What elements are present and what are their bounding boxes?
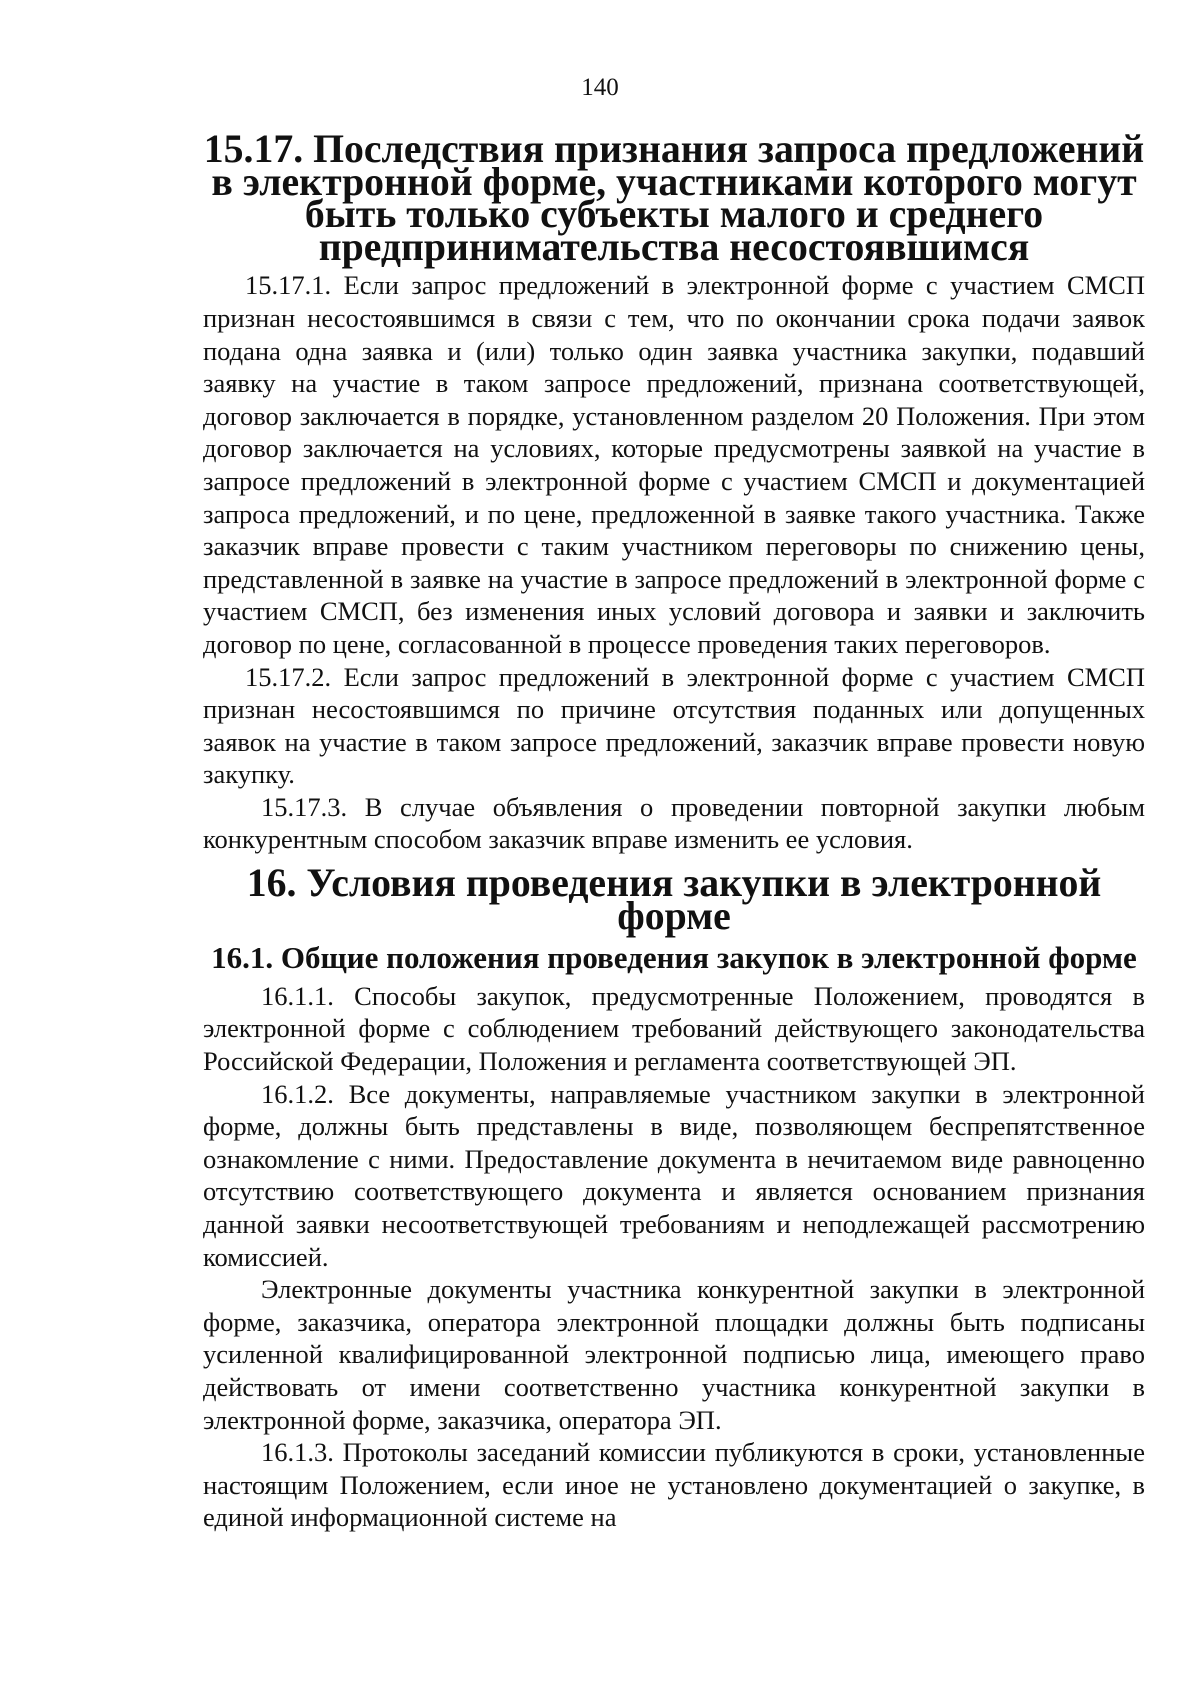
paragraph-15-17-2: 15.17.2. Если запрос предложений в электронной форме с участием СМСП признан несостоявшимся по причине отсутствия поданных или допущенных заявок на участие в таком запросе предложений, заказчик вправе провести новую закупку. — [203, 661, 1145, 790]
paragraph-16-1-2-signatures: Электронные документы участника конкурентной закупки в электронной форме, заказчика, оператора электронной площадки должны быть подписаны усиленной квалифицированной электронной подписью лица, имеющего право действовать от имени соответственно участника конкурентной закупки в электронной форме, заказчика, оператора ЭП. — [203, 1274, 1145, 1435]
section-15-17-heading: 15.17. Последствия признания запроса предложений в электронной форме, участниками которого могут быть только субъекты малого и среднего предпринимательства несостоявшимся — [203, 127, 1145, 269]
document-body — [203, 127, 1145, 1534]
paragraph-15-17-3: 15.17.3. В случае объявления о проведении повторной закупки любым конкурентным способом заказчик вправе изменить ее условия. — [203, 791, 1145, 855]
page-number: 140 — [581, 74, 619, 101]
paragraph-16-1-2: 16.1.2. Все документы, направляемые участником закупки в электронной форме, должны быть представлены в виде, позволяющем беспрепятственное ознакомление с ними. Предоставление документа в нечитаемом виде равноценно отсутствию соответствующего документа и является основанием признания данной заявки несоответствующей требованиям и неподлежащей рассмотрению комиссией. — [203, 1078, 1145, 1272]
section-16-heading: 16. Условия проведения закупки в электронной форме — [246, 861, 1102, 938]
paragraph-15-17-1: 15.17.1. Если запрос предложений в электронной форме с участием СМСП признан несостоявшимся в связи с тем, что по окончании срока подачи заявок подана одна заявка и (или) только один заявка участника закупки, подавший заявку на участие в таком запросе предложений, признана соответствующей, договор заключается в порядке, установленном разделом 20 Положения. При этом договор заключается на условиях, которые предусмотрены заявкой на участие в запросе предложений в электронной форме с участием СМСП и документацией запроса предложений, и по цене, предложенной в заявке такого участника. Также заказчик вправе провести с таким участником переговоры по снижению цены, представленной в заявке на участие в запросе предложений в электронной форме с участием СМСП, без изменения иных условий договора и заявки и заключить договор по цене, согласованной в процессе проведения таких переговоров. — [203, 270, 1145, 659]
paragraph-16-1-1: 16.1.1. Способы закупок, предусмотренные Положением, проводятся в электронной форме с соблюдением требований действующего законодательства Российской Федерации, Положения и регламента соответствующей ЭП. — [203, 980, 1145, 1077]
section-16-1-heading: 16.1. Общие положения проведения закупок в электронной форме — [211, 940, 1137, 976]
paragraph-16-1-3: 16.1.3. Протоколы заседаний комиссии публикуются в сроки, установленные настоящим Положением, если иное не установлено документацией о закупке, в единой информационной системе на — [203, 1437, 1145, 1533]
